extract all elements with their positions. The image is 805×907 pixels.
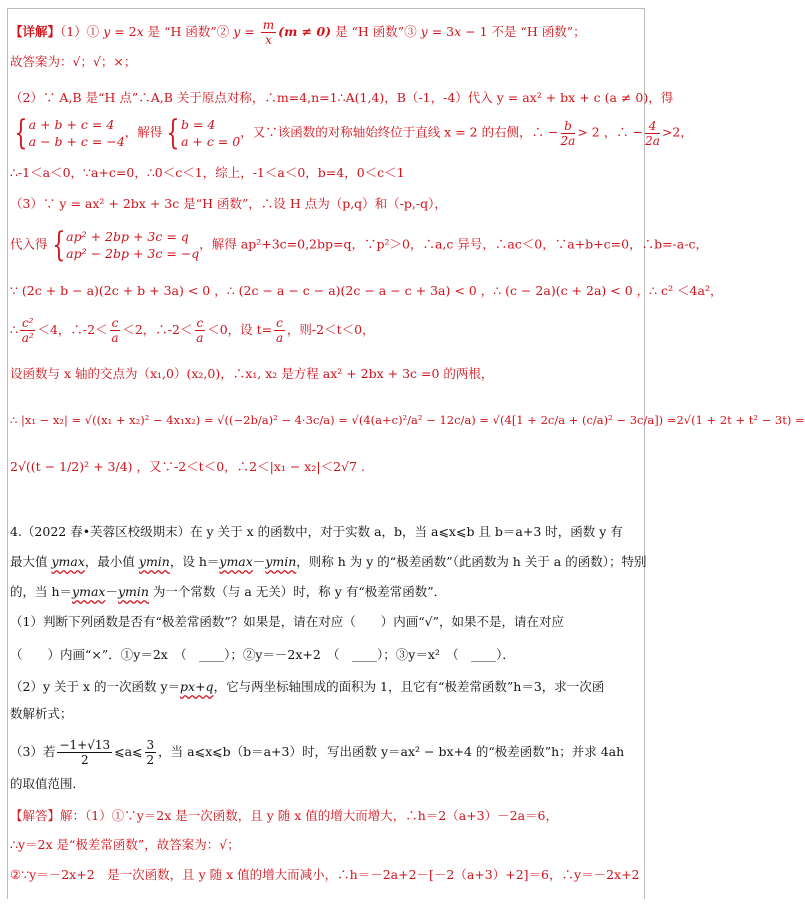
equation: a + b + c = 4 (28, 117, 115, 132)
frac-den: 2 (146, 753, 155, 767)
question-4-line-2 (10, 554, 646, 570)
answer-line-2: ∴y＝2x 是“极差常函数”，故答案为：√； (10, 837, 240, 852)
text: （3）若 (10, 744, 56, 759)
text: ，则称 h 为 y 的“极差函数”（此函数为 h 关于 a 的函数）；特别 (296, 554, 647, 569)
equation: ap² − 2bp + 3c = −q (66, 246, 200, 261)
frac-num: 4 (645, 119, 660, 134)
text: ＜2，∴-2＜ (122, 322, 193, 337)
frac-den: a (111, 331, 119, 345)
frac-num: c² (21, 316, 34, 330)
solution-line-12: 2√((t − 1/2)² + 3/4) ，又∵-2＜t＜0，∴2＜|x₁ − x₂|＜2√7 . (10, 459, 365, 474)
text: ＜0，设 t= (207, 322, 273, 337)
text: 的，当 h＝ (10, 584, 73, 599)
text: － (252, 554, 266, 569)
equation: b = 4 (180, 117, 216, 132)
text: ，最小值 (84, 554, 139, 569)
solution-line-11: ∴ |x₁ − x₂| = √((x₁ + x₂)² − 4x₁x₂) = √((−2b/a)² − 4·3c/a) = √(4(a+c)²/a² − 12c/a) = √(4[1 + 2c/a + (c/a)² − 3c/a]) =2√(1 + 2t + t² − 3t) = (10, 413, 805, 427)
frac-den: a (275, 331, 284, 345)
text: 最大值 (10, 554, 52, 569)
question-4-line-5: （ ）内画“×”．①y＝2x （ ____）；②y＝－2x+2 （ ____）；③y＝x² （ ____）． (10, 647, 515, 662)
solution-line-5: ∴-1＜a＜0，∵a+c=0，∴0＜c＜1，综上，-1＜a＜0，b=4，0＜c＜1 (10, 165, 405, 180)
frac-num: m (262, 18, 275, 32)
solution-line-1: 【详解】（1）① y = 2x 是 “H 函数”② y = $\frac{m}{x}$ (m ≠ 0) 是 “H 函数”③ y = 3x − 1 不是 “H 函数”； (10, 18, 586, 47)
solution-line-6: （3）∵ y = ax² + 2bx + 3c 是“H 函数”，∴设 H 点为（p,q）和（-p,-q）， (10, 196, 447, 211)
solution-line-2: 故答案为：√；√；×； (10, 54, 137, 69)
text: ，解得 (124, 124, 163, 140)
text: ，它与两坐标轴围成的面积为 1，且它有“极差常函数”h＝3，求一次函 (213, 679, 605, 694)
y-max: ymax (51, 554, 85, 569)
question-4-line-1: 4.（2022 春•芙蓉区校级期末）在 y 关于 x 的函数中，对于实数 a，b，当 a⩽x⩽b 且 b＝a+3 时，函数 y 有 (10, 524, 623, 539)
equation: ap² + 2bp + 3c = q (66, 229, 189, 244)
text: 为一个常数（与 a 无关）时，称 y 有“极差常函数”． (148, 584, 447, 599)
equation: a − b + c = −4 (28, 134, 125, 149)
y-min: ymin (138, 554, 170, 569)
y-min: ymin (117, 584, 149, 599)
solution-line-3: （2）∵ A,B 是“H 点”∴A,B 关于原点对称，∴m=4,n=1∴A(1,4)，B（-1，-4）代入 y = ax² + bx + c (a ≠ 0)，得 (10, 90, 674, 105)
text: ＜4，∴-2＜ (37, 322, 108, 337)
frac-num: c (111, 316, 119, 330)
frac-den: a² (21, 331, 34, 345)
y-max: ymax (219, 554, 253, 569)
text: ，又∵该函数的对称轴始终位于直线 x = 2 的右侧，∴ − (240, 124, 559, 140)
frac-den: x (265, 33, 272, 47)
text: ，解得 ap²+3c=0,2bp=q，∵p²＞0，∴a,c 异号，∴ac＜0，∵a+b+c=0，∴b=-a-c， (199, 236, 708, 252)
text: ∴ (10, 322, 18, 337)
answer-line-3: ②∵y＝－2x+2 是一次函数，且 y 随 x 值的增大而减小，∴h＝－2a+2－[－2（a+3）+2]＝6，∴y＝－2x+2 (10, 867, 640, 882)
y-max: ymax (72, 584, 106, 599)
frac-den: a (196, 331, 204, 345)
text: > 2 ，∴ − (577, 124, 644, 140)
frac-den: 2a (560, 133, 576, 148)
y-min: ymin (265, 554, 297, 569)
answer-line-1: 【解答】解：（1）①∵y＝2x 是一次函数，且 y 随 x 值的增大而增大，∴h＝2（a+3）－2a＝6， (10, 808, 558, 823)
frac-num: c (196, 316, 204, 330)
question-4-line-8 (10, 738, 624, 767)
text: － (105, 584, 118, 599)
text: ，设 h＝ (169, 554, 220, 569)
frac-den: 2a (645, 133, 660, 148)
text: （2）y 关于 x 的一次函数 y＝ (10, 679, 181, 694)
equation: a + c = 0 (180, 134, 241, 149)
expression: px+q (180, 679, 214, 694)
solution-line-10: 设函数与 x 轴的交点为（x₁,0）(x₂,0)，∴x₁, x₂ 是方程 ax² + 2bx + 3c =0 的两根， (10, 366, 494, 381)
question-4-line-7: 数解析式； (10, 706, 73, 721)
question-4-line-4: （1）判断下列函数是否有“极差常函数”？如果是，请在对应（ ）内画“√”，如果不是，请在对应 (10, 614, 564, 629)
solution-line-9 (10, 316, 375, 345)
frac-num: −1+√13 (59, 738, 111, 752)
question-4-line-3 (10, 584, 446, 600)
text: ，当 a⩽x⩽b（b＝a+3）时，写出函数 y＝ax² − bx+4 的“极差函数”h；并求 4ah (158, 744, 625, 759)
text: 代入得 (10, 236, 48, 252)
frac-den: 2 (80, 753, 89, 767)
solution-line-7: 代入得 {ap² + 2bp + 3c = q ap² − 2bp + 3c = −q，解得 ap²+3c=0,2bp=q，∵p²＞0，∴a,c 异号，∴ac＜0，∵a+b+c=0，∴b=-a-c， (10, 225, 708, 265)
text: >2， (661, 124, 693, 140)
solution-line-8: ∵ (2c + b − a)(2c + b + 3a) < 0 ，∴ (2c − a − c − a)(2c − a − c + 3a) < 0 ，∴ (c − 2a)(c + 2a) < 0 ，∴ c² ＜4a²， (10, 283, 723, 298)
text: ，则-2＜t＜0， (286, 322, 375, 337)
question-4-line-6 (10, 679, 604, 695)
solution-line-4: {a + b + c = 4 a − b + c = −4，解得 {b = 4 a + c = 0，又∵该函数的对称轴始终位于直线 x = 2 的右侧，∴ − $\frac{b}{2a}$ > 2 ，∴ − $\frac{4}{2a}$ >2， (14, 113, 693, 153)
frac-num: 3 (146, 738, 155, 752)
text: ⩽a⩽ (114, 744, 143, 759)
question-4-line-9: 的取值范围． (10, 776, 86, 791)
frac-num: b (561, 119, 576, 134)
frac-num: c (276, 316, 283, 330)
